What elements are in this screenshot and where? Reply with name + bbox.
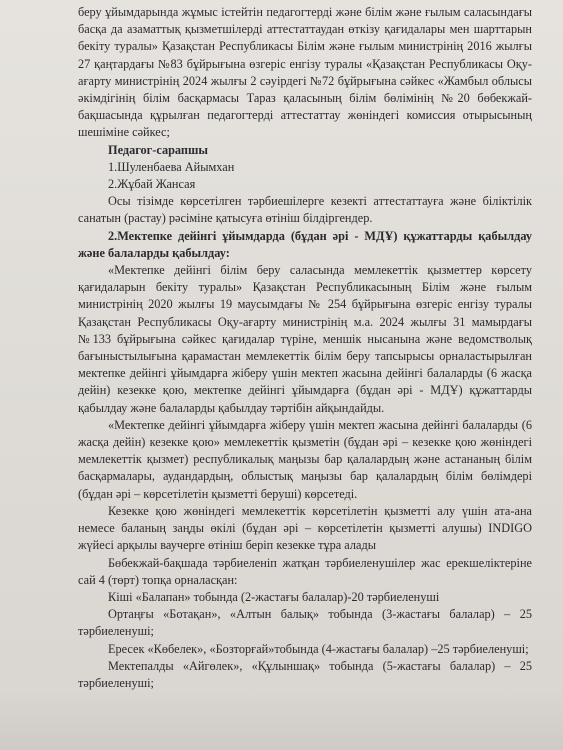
paragraph-queue-service: «Мектепке дейінгі ұйымдарға жіберу үшін мектеп жасына дейінгі балаларды (6 жасқа дейін) кезекке қою» мемлекеттік қызметін (бұдан әрі – кезекке қою жөніндегі мемлекеттік қызмет) республикалық маңызы бар қалалардың және астананың білім басқармалары, аудандардың, облыстық маңызы бар қалалардың білім бөлімдері (бұдан әрі – көрсетілетін қызметті беруші) көрсетеді. (78, 417, 532, 501)
paragraph-attestation-basis: беру ұйымдарында жұмыс істейтін педагогтерді және білім және ғылым саласындағы басқа да азаматтық қызметшілерді аттестаттаудан өткізу қағидалары мен шарттарын бекіту туралы» Қазақстан Республикасы Білім және ғылым министрінің 2016 жылғы 27 қаңтардағы №83 бұйрығына өзгеріс енгізу туралы «Қазақстан Республикасы Оқу-ағарту министрінің 2024 жылғы 2 сәуірдегі №72 бұйрығына сәйкес «Жамбыл облысы әкімдігінің білім басқармасы Тараз қаласының білім бөлімінің №20 бөбекжай-бақшасында құрылған педагогтерді аттестаттау жөніндегі комиссия отырысының шешіміне сәйкес; (78, 5, 532, 140)
list-item-group-middle: Ортаңғы «Ботақан», «Алтын балық» тобында (3-жастағы балалар) – 25 тәрбиеленуші; (78, 607, 532, 639)
document-body (78, 4, 532, 692)
page-shadow (0, 690, 563, 750)
paragraph-applicants: Осы тізімде көрсетілген тәрбиешілерге кезекті аттестаттауға және біліктілік санатын (растау) рәсіміне қатысуға өтініш білдіргендер. (78, 194, 532, 226)
paragraph-groups-intro: Бөбекжай-бақшада тәрбиеленіп жатқан тәрбиеленушілер жас ерекшеліктеріне сай 4 (төрт) топқа орналасқан: (78, 555, 532, 587)
heading-pedagog-expert: Педагог-сарапшы (108, 142, 208, 157)
list-item-expert-1: 1.Шуленбаева Айымхан (108, 159, 235, 174)
list-item-group-senior: Ересек «Көбелек», «Бозторғай»тобында (4-жастағы балалар) –25 тәрбиеленуші; (108, 641, 529, 656)
section-heading-admission: 2.Мектепке дейінгі ұйымдарда (бұдан әрі - МДҰ) құжаттарды қабылдау және балаларды қабылдау: (78, 228, 532, 260)
list-item-group-preschool: Мектепалды «Айгөлек», «Құлыншақ» тобында (5-жастағы балалар) – 25 тәрбиеленуші; (78, 658, 532, 690)
paragraph-rules: «Мектепке дейінгі білім беру саласында мемлекеттік қызметтер көрсету қағидаларын бекіту туралы» Қазақстан Республикасының Білім және ғылым министрінің 2020 жылғы 19 маусымдағы № 254 бұйрығына өзгеріс енгізу туралы Қазақстан Республикасы Оқу-ағарту министрінің м.а. 2024 жылғы 31 мамырдағы №133 бұйрығына сәйкес қағидалар түріне, меншік нысанына және ведомстволық бағыныстылығына қарамастан мемлекеттік білім беру тапсырысы орналастырылған мектепке дейінгі ұйымдарға жіберу үшін мектеп жасына дейінгі балаларды (6 жасқа дейін) кезекке қою, мектепке дейінгі ұйымдарға (бұдан әрі - МДҰ) құжаттарды қабылдау және балаларды қабылдау тәртібін айқындайды. (78, 263, 532, 415)
list-item-expert-2: 2.Жұбай Жансая (108, 177, 196, 192)
paragraph-indigo: Кезекке қою жөніндегі мемлекеттік көрсетілетін қызметті алу үшін ата-ана немесе баланың заңды өкілі (бұдан әрі – көрсетілетін қызметті алушы) INDIGO жүйесі арқылы ваучерге өтініш беріп кезекке тұра алады (78, 503, 532, 553)
list-item-group-junior: Кіші «Балапан» тобында (2-жастағы балалар)-20 тәрбиеленуші (108, 589, 440, 604)
